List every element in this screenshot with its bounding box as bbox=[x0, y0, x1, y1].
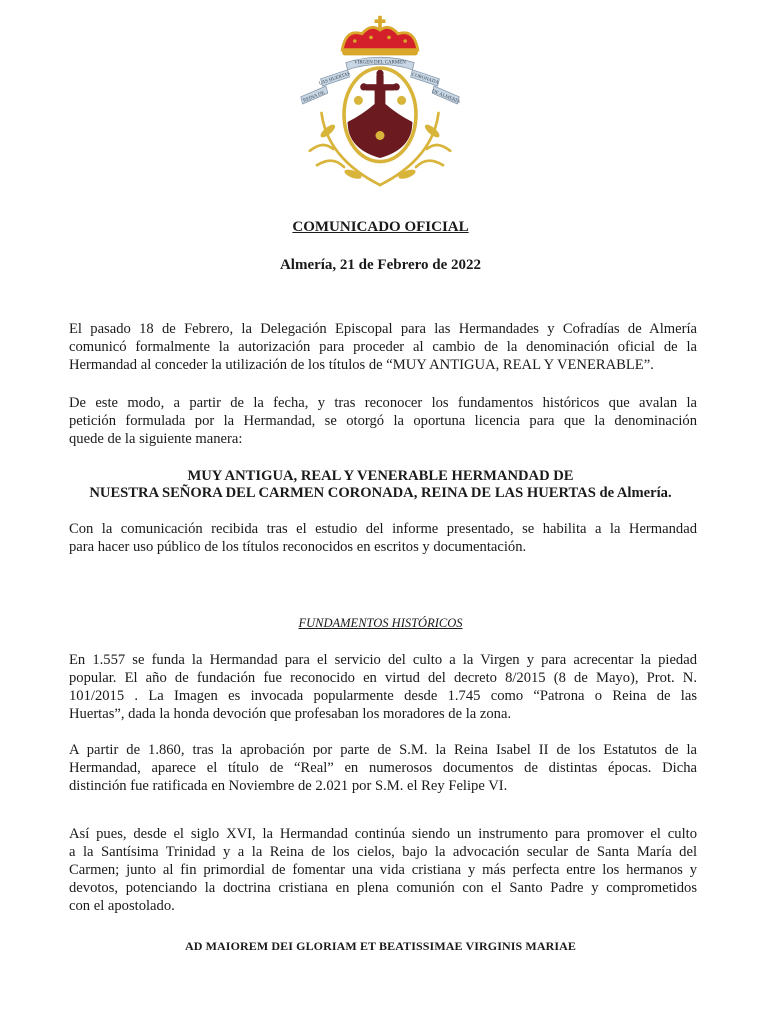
official-name-line-2: NUESTRA SEÑORA DEL CARMEN CORONADA, REINA DE LAS HUERTAS de Almería. bbox=[89, 485, 672, 501]
text-line: 101/2015 . La Imagen es invocada popularmente desde 1.745 como “Patrona o Reina de las bbox=[69, 688, 697, 704]
text-line: Con la comunicación recibida tras el estudio del informe presentado, se habilita a la Hermandad bbox=[69, 521, 697, 537]
history-paragraph-mission bbox=[69, 825, 697, 915]
crest-ribbon-left-upper: LAS HUERTAS bbox=[318, 71, 352, 87]
crest-ribbon-right-upper: CORONADA bbox=[411, 72, 440, 86]
text-line: Hermandad al conceder la utilización de los títulos de “MUY ANTIGUA, REAL Y VENERABLE”. bbox=[69, 357, 654, 373]
crest-ribbon-left-lower: REINA DE bbox=[302, 90, 326, 104]
intro-paragraph bbox=[69, 320, 697, 374]
text-line: popular. El año de fundación fue reconocido en virtud del decreto 8/2015 (8 de Mayo), Prot. N. bbox=[69, 670, 697, 686]
official-name bbox=[0, 468, 761, 502]
text-line: comunicó formalmente la autorización para proceder al cambio de la denominación oficial de la bbox=[69, 339, 697, 355]
text-line: para hacer uso público de los títulos reconocidos en escritos y documentación. bbox=[69, 539, 527, 555]
crest-ribbon-right-lower: DE ALMERÍA bbox=[431, 89, 461, 106]
text-line: En 1.557 se funda la Hermandad para el servicio del culto a la Virgen y para acrecentar la piedad bbox=[69, 652, 697, 668]
text-line: con el apostolado. bbox=[69, 898, 175, 914]
text-line: Carmen; junto al fin primordial de fomentar una vida cristiana y más perfecta entre los hermanos y bbox=[69, 862, 697, 878]
history-paragraph-founding bbox=[69, 651, 697, 723]
text-line: devotos, potenciando la doctrina cristiana en plena comunión con el Santo Padre y comprometidos bbox=[69, 880, 697, 896]
document-date: Almería, 21 de Febrero de 2022 bbox=[279, 257, 482, 273]
closing-motto: AD MAIOREM DEI GLORIAM ET BEATISSIMAE VIRGINIS MARIAE bbox=[184, 939, 577, 953]
enablement-paragraph bbox=[69, 520, 697, 556]
text-line: petición formulada por la Hermandad, se otorgó la oportuna licencia para que la denominación bbox=[69, 413, 697, 429]
license-paragraph bbox=[69, 394, 697, 448]
section-heading-history: FUNDAMENTOS HISTÓRICOS bbox=[298, 616, 463, 630]
text-line: El pasado 18 de Febrero, la Delegación Episcopal para las Hermandades y Cofradías de Almería bbox=[69, 321, 697, 337]
text-line: Huertas”, dada la honda devoción que profesaban los moradores de la zona. bbox=[69, 706, 512, 722]
brotherhood-crest-logo bbox=[290, 14, 470, 194]
history-paragraph-royal bbox=[69, 741, 697, 795]
crest-ribbon-top: VIRGEN DEL CARMEN bbox=[354, 60, 406, 66]
text-line: Hermandad, aparece el título de “Real” en numerosos documentos de distintas épocas. Dicha bbox=[69, 760, 697, 776]
text-line: A partir de 1.860, tras la aprobación por parte de S.M. la Reina Isabel II de los Estatutos de la bbox=[69, 742, 697, 758]
text-line: quede de la siguiente manera: bbox=[69, 431, 243, 447]
text-line: distinción fue ratificada en Noviembre de 2.021 por S.M. el Rey Felipe VI. bbox=[69, 778, 508, 794]
text-line: a la Santísima Trinidad y a la Reina de los cielos, bajo la advocación secular de Santa María del bbox=[69, 844, 697, 860]
text-line: De este modo, a partir de la fecha, y tras reconocer los fundamentos históricos que avalan la bbox=[69, 395, 697, 411]
document-title: COMUNICADO OFICIAL bbox=[292, 219, 469, 235]
official-name-line-1: MUY ANTIGUA, REAL Y VENERABLE HERMANDAD DE bbox=[187, 468, 574, 484]
text-line: Así pues, desde el siglo XVI, la Hermandad continúa siendo un instrumento para promover el culto bbox=[69, 826, 697, 842]
